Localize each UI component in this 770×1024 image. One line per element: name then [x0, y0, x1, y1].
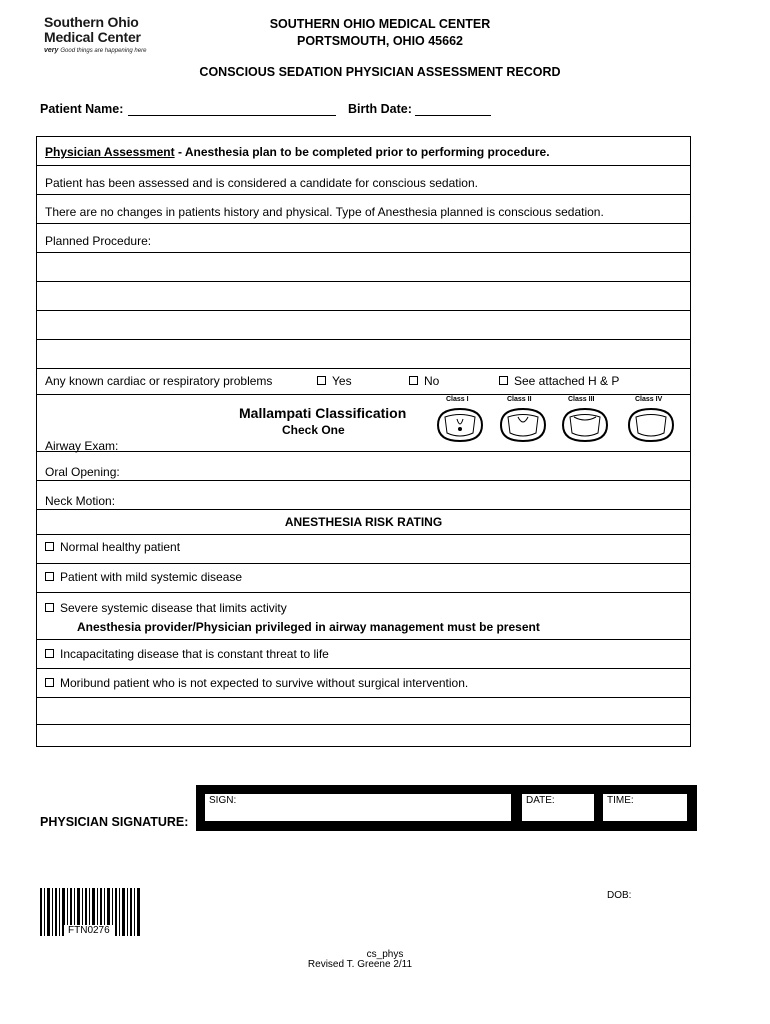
checkbox-icon[interactable]: [45, 649, 54, 658]
blank-line[interactable]: [37, 311, 690, 340]
logo-tagline: very Good things are happening here: [44, 47, 147, 54]
checkbox-icon[interactable]: [45, 542, 54, 551]
class-3-label: Class III: [568, 396, 595, 403]
risk-item[interactable]: [37, 593, 690, 640]
mallampati-class-2-icon[interactable]: [498, 407, 548, 443]
blank-line[interactable]: [37, 340, 690, 369]
yes-option[interactable]: Yes: [317, 374, 352, 388]
form-id: cs_phys: [366, 949, 404, 960]
airway-note: Anesthesia provider/Physician privileged in airway management must be present: [77, 620, 540, 634]
time-field[interactable]: TIME:: [603, 794, 687, 821]
checkbox-icon[interactable]: [45, 572, 54, 581]
airway-exam-label: Airway Exam:: [45, 439, 119, 453]
logo: [44, 15, 164, 54]
mallampati-title: Mallampati Classification: [239, 405, 407, 421]
blank-line[interactable]: [37, 282, 690, 311]
no-changes-row: [37, 195, 690, 224]
risk-item[interactable]: [37, 669, 690, 698]
neck-motion-label: Neck Motion:: [45, 494, 116, 508]
org-address: PORTSMOUTH, OHIO 45662: [296, 34, 463, 48]
assessment-form: [36, 136, 691, 747]
patient-name-label: Patient Name:: [40, 102, 124, 116]
patient-name-field[interactable]: [128, 102, 336, 116]
revised-note: Revised T. Greene 2/11: [307, 959, 413, 970]
candidate-row: [37, 166, 690, 195]
risk-option-2[interactable]: Patient with mild systemic disease: [45, 570, 242, 584]
cardiac-row: [37, 369, 690, 395]
assessment-heading-row: [37, 137, 690, 166]
birth-date-field[interactable]: [415, 102, 491, 116]
blank-line[interactable]: [37, 698, 690, 725]
risk-item[interactable]: [37, 535, 690, 564]
risk-option-1[interactable]: Normal healthy patient: [45, 540, 180, 554]
barcode-text: FTN0276: [68, 925, 110, 936]
dob-label: DOB:: [607, 890, 632, 901]
risk-option-4[interactable]: Incapacitating disease that is constant threat to life: [45, 647, 329, 661]
no-option[interactable]: No: [409, 374, 439, 388]
birth-date-label: Birth Date:: [348, 102, 412, 116]
risk-item[interactable]: [37, 564, 690, 593]
mallampati-class-4-icon[interactable]: [626, 407, 676, 443]
sign-field[interactable]: SIGN:: [205, 794, 511, 821]
no-changes-text: There are no changes in patients history and physical. Type of Anesthesia planned is conscious sedation.: [45, 205, 604, 219]
see-attached-option[interactable]: See attached H & P: [499, 374, 619, 388]
cardiac-label: Any known cardiac or respiratory problems: [45, 374, 273, 388]
form-title: CONSCIOUS SEDATION PHYSICIAN ASSESSMENT RECORD: [199, 65, 561, 79]
mallampati-row: [37, 395, 690, 452]
mallampati-class-1-icon[interactable]: [435, 407, 485, 443]
signature-block: [196, 785, 697, 831]
checkbox-icon[interactable]: [45, 603, 54, 612]
risk-option-5[interactable]: Moribund patient who is not expected to survive without surgical intervention.: [45, 676, 468, 690]
date-field[interactable]: DATE:: [522, 794, 594, 821]
risk-heading: ANESTHESIA RISK RATING: [284, 515, 443, 529]
risk-option-3[interactable]: Severe systemic disease that limits activity: [45, 601, 287, 615]
blank-line[interactable]: [37, 725, 690, 746]
neck-motion-row[interactable]: [37, 481, 690, 510]
class-4-label: Class IV: [635, 396, 663, 403]
planned-procedure-label: Planned Procedure:: [45, 234, 152, 248]
class-2-label: Class II: [507, 396, 532, 403]
mallampati-class-3-icon[interactable]: [560, 407, 610, 443]
oral-opening-row[interactable]: [37, 452, 690, 481]
oral-opening-label: Oral Opening:: [45, 465, 120, 479]
checkbox-icon[interactable]: [499, 376, 508, 385]
physician-signature-label: PHYSICIAN SIGNATURE:: [40, 815, 189, 829]
mallampati-subtitle: Check One: [282, 423, 345, 437]
assessment-heading: Physician Assessment - Anesthesia plan to be completed prior to performing procedure.: [45, 145, 550, 159]
logo-line1: Southern Ohio: [44, 14, 139, 30]
checkbox-icon[interactable]: [409, 376, 418, 385]
checkbox-icon[interactable]: [317, 376, 326, 385]
risk-item[interactable]: [37, 640, 690, 669]
risk-heading-row: [37, 510, 690, 535]
logo-line2: Medical Center: [44, 29, 141, 45]
planned-procedure-row[interactable]: [37, 224, 690, 253]
candidate-text: Patient has been assessed and is considered a candidate for conscious sedation.: [45, 176, 478, 190]
class-1-label: Class I: [446, 396, 469, 403]
blank-line[interactable]: [37, 253, 690, 282]
checkbox-icon[interactable]: [45, 678, 54, 687]
org-name: SOUTHERN OHIO MEDICAL CENTER: [269, 17, 491, 31]
